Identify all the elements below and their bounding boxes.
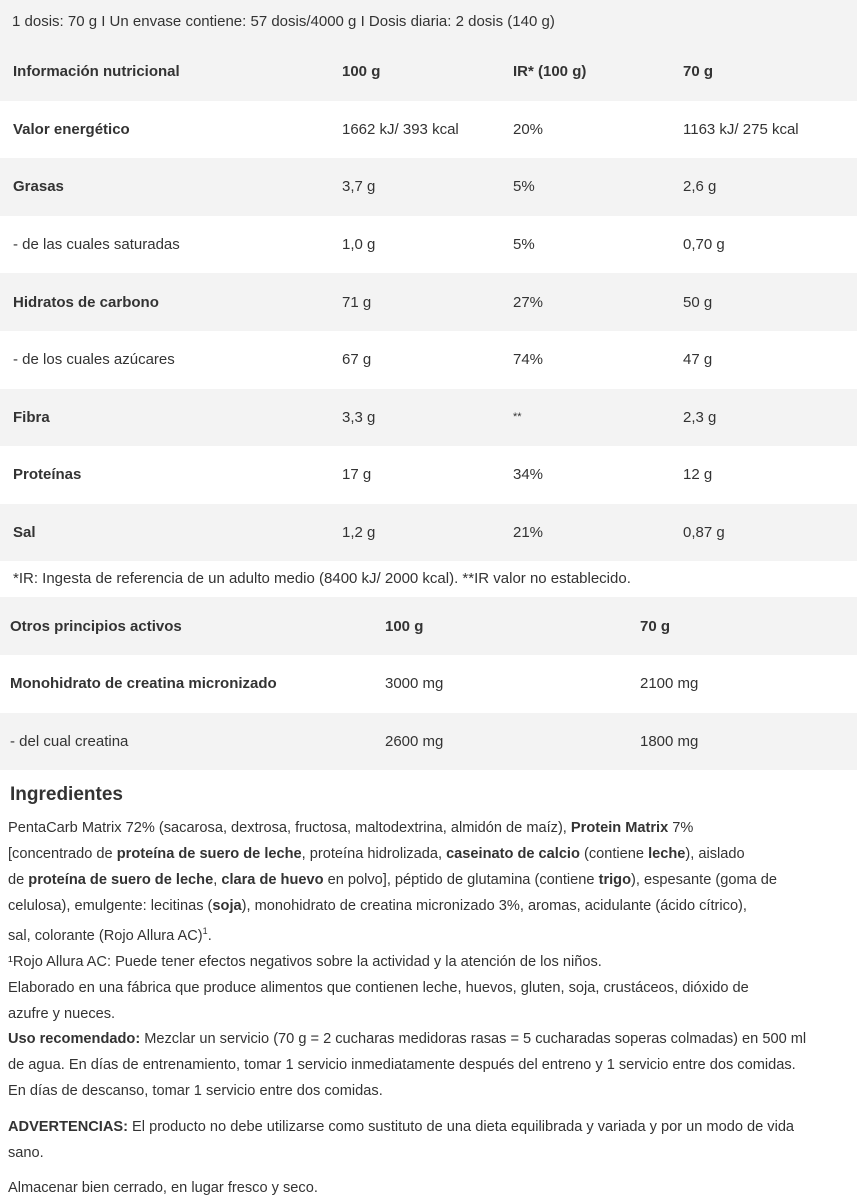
value-per-100g: 3000 mg bbox=[385, 675, 444, 693]
warnings-label: ADVERTENCIAS: bbox=[8, 1118, 128, 1135]
usage-line: Mezclar un servicio (70 g = 2 cucharas medidoras rasas = 5 cucharadas soperas colmadas) en 500 ml bbox=[140, 1031, 807, 1048]
usage-line: En días de descanso, tomar 1 servicio entre dos comidas. bbox=[8, 1082, 383, 1099]
ingredients-fragment: en polvo], péptido de glutamina (contiene bbox=[323, 871, 599, 888]
serving-info: 1 dosis: 70 g I Un envase contiene: 57 dosis/4000 g I Dosis diaria: 2 dosis (140 g) bbox=[0, 0, 857, 43]
value-per-70g: 0,87 g bbox=[683, 524, 725, 542]
value-ir: 5% bbox=[513, 178, 535, 196]
ingredients-fragment: , proteína hidrolizada, bbox=[301, 845, 447, 862]
ingredients-heading: Ingredientes bbox=[10, 784, 123, 806]
allergen-line: Elaborado en una fábrica que produce alimentos que contienen leche, huevos, gluten, soja, crustáceos, dióxido de bbox=[8, 979, 749, 996]
nutrition-row-energy bbox=[0, 101, 857, 159]
value-per-70g: 47 g bbox=[683, 351, 713, 369]
nutrient-label: Hidratos de carbono bbox=[13, 293, 159, 311]
value-ir: 74% bbox=[513, 351, 544, 369]
header-cell: Información nutricional bbox=[13, 63, 180, 81]
allergen-bold: caseinato de calcio bbox=[446, 845, 580, 862]
actives-row-creatine bbox=[0, 713, 857, 771]
usage-instructions bbox=[8, 1027, 849, 1104]
header-cell: 70 g bbox=[683, 63, 714, 81]
value-per-70g: 1163 kJ/ 275 kcal bbox=[683, 120, 799, 138]
nutrition-table bbox=[0, 43, 857, 561]
value-ir: 20% bbox=[513, 120, 544, 138]
ingredients-fragment: PentaCarb Matrix 72% (sacarosa, dextrosa, fructosa, maltodextrina, almidón de maíz), bbox=[8, 820, 571, 837]
value-per-100g: 1,0 g bbox=[342, 236, 376, 254]
ingredients-fragment: (contiene bbox=[579, 845, 649, 862]
value-ir: 34% bbox=[513, 466, 544, 484]
warnings bbox=[8, 1115, 849, 1167]
ingredients-fragment: de bbox=[8, 871, 29, 888]
nutrition-row-salt bbox=[0, 504, 857, 562]
value-per-70g: 50 g bbox=[683, 293, 713, 311]
ingredients-fragment: 7% bbox=[668, 820, 694, 837]
ingredients-fragment: [concentrado de bbox=[8, 845, 117, 862]
nutrition-row-saturated bbox=[0, 216, 857, 274]
ingredients-fragment: ), aislado bbox=[685, 845, 745, 862]
header-cell: IR* (100 g) bbox=[513, 63, 587, 81]
ingredients-fragment: ), monohidrato de creatina micronizado 3%, aromas, acidulante (ácido cítrico), bbox=[241, 897, 747, 914]
ingredients-fragment: . bbox=[207, 928, 212, 945]
value-per-70g: 2100 mg bbox=[640, 675, 699, 693]
value-per-100g: 17 g bbox=[342, 466, 372, 484]
value-per-100g: 67 g bbox=[342, 351, 372, 369]
nutrient-label: Sal bbox=[13, 524, 36, 542]
value-ir: 21% bbox=[513, 524, 544, 542]
actives-table bbox=[0, 597, 857, 770]
value-per-100g: 3,3 g bbox=[342, 408, 376, 426]
nutrient-label: Grasas bbox=[13, 178, 64, 196]
allergen-statement bbox=[8, 976, 849, 1028]
ingredients-fragment: celulosa), emulgente: lecitinas ( bbox=[8, 897, 213, 914]
allergen-bold: trigo bbox=[598, 871, 632, 888]
nutrition-row-protein bbox=[0, 446, 857, 504]
allura-note: ¹Rojo Allura AC: Puede tener efectos negativos sobre la actividad y la atención de los niños. bbox=[8, 953, 602, 970]
ingredients-fragment: , bbox=[213, 871, 222, 888]
warnings-line: El producto no debe utilizarse como sustituto de una dieta equilibrada y variada y por un modo de vida bbox=[128, 1118, 795, 1135]
actives-header-row bbox=[0, 597, 857, 655]
ingredients-section bbox=[0, 810, 857, 1202]
value-ir: 5% bbox=[513, 236, 535, 254]
value-per-100g: 1,2 g bbox=[342, 524, 376, 542]
nutrition-row-sugars bbox=[0, 331, 857, 389]
nutrient-label: Valor energético bbox=[13, 120, 130, 138]
active-label: - del cual creatina bbox=[10, 732, 129, 750]
ingredients-fragment: sal, colorante (Rojo Allura AC) bbox=[8, 928, 203, 945]
value-ir: ** bbox=[513, 411, 522, 424]
nutrient-label: - de los cuales azúcares bbox=[13, 351, 175, 369]
value-per-100g: 71 g bbox=[342, 293, 372, 311]
nutrition-row-fat bbox=[0, 158, 857, 216]
usage-label: Uso recomendado: bbox=[8, 1031, 141, 1048]
value-per-70g: 1800 mg bbox=[640, 732, 699, 750]
nutrition-row-carbs bbox=[0, 273, 857, 331]
nutrition-row-fiber bbox=[0, 389, 857, 447]
value-per-100g: 1662 kJ/ 393 kcal bbox=[342, 120, 459, 138]
allergen-bold: proteína de suero de leche bbox=[116, 845, 302, 862]
ir-footnote: *IR: Ingesta de referencia de un adulto medio (8400 kJ/ 2000 kcal). **IR valor no establecido. bbox=[13, 570, 631, 588]
warnings-line: sano. bbox=[8, 1144, 44, 1161]
value-per-70g: 0,70 g bbox=[683, 236, 725, 254]
ingredients-fragment: ), espesante (goma de bbox=[631, 871, 778, 888]
footnote-marker: 1 bbox=[202, 926, 208, 937]
nutrition-header-row bbox=[0, 43, 857, 101]
header-cell: 70 g bbox=[640, 617, 671, 635]
allergen-line: azufre y nueces. bbox=[8, 1005, 116, 1022]
allergen-bold: soja bbox=[212, 897, 242, 914]
value-per-70g: 12 g bbox=[683, 466, 713, 484]
value-per-100g: 3,7 g bbox=[342, 178, 376, 196]
value-per-100g: 2600 mg bbox=[385, 732, 444, 750]
value-per-70g: 2,3 g bbox=[683, 408, 717, 426]
header-cell: 100 g bbox=[342, 63, 381, 81]
allergen-bold: clara de huevo bbox=[221, 871, 324, 888]
nutrient-label: - de las cuales saturadas bbox=[13, 236, 180, 254]
nutrient-label: Fibra bbox=[13, 408, 50, 426]
header-cell: 100 g bbox=[385, 617, 424, 635]
value-ir: 27% bbox=[513, 293, 544, 311]
ingredients-text bbox=[8, 816, 849, 950]
storage-instructions: Almacenar bien cerrado, en lugar fresco y seco. bbox=[8, 1180, 318, 1197]
allergen-bold: proteína de suero de leche bbox=[28, 871, 214, 888]
header-cell: Otros principios activos bbox=[10, 617, 182, 635]
value-per-70g: 2,6 g bbox=[683, 178, 717, 196]
nutrient-label: Proteínas bbox=[13, 466, 82, 484]
actives-row-creatine-monohydrate bbox=[0, 655, 857, 713]
active-label: Monohidrato de creatina micronizado bbox=[10, 675, 277, 693]
usage-line: de agua. En días de entrenamiento, tomar 1 servicio inmediatamente después del entreno y 1 servicio entre dos comidas. bbox=[8, 1057, 796, 1074]
allergen-bold: Protein Matrix bbox=[570, 820, 669, 837]
allergen-bold: leche bbox=[648, 845, 686, 862]
